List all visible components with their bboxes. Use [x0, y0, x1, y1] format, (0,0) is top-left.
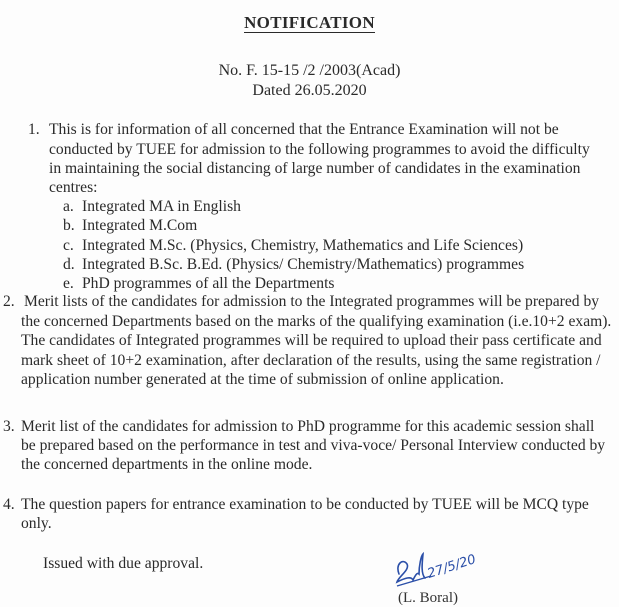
title-text: NOTIFICATION: [244, 13, 375, 32]
list-letter: a.: [63, 198, 74, 215]
list-letter: e.: [63, 275, 74, 292]
list-item: Integrated MA in English: [82, 198, 241, 215]
item-number: 2.: [3, 293, 15, 310]
list-item: Integrated M.Sc. (Physics, Chemistry, Mathematics and Life Sciences): [82, 237, 524, 254]
item-3-line-2: be prepared based on the performance in test and viva-voce/ Personal Interview conducted by: [21, 437, 606, 454]
item-number: 1.: [28, 121, 40, 138]
signatory-name: (L. Boral): [398, 590, 458, 606]
signature-date: 27/5/20: [425, 552, 478, 582]
item-number: 4.: [3, 496, 15, 513]
item-number: 3.: [3, 418, 15, 435]
notification-title: [0, 13, 619, 33]
item-1-line-4: centres:: [49, 179, 98, 196]
reference-number: No. F. 15-15 /2 /2003(Acad): [218, 62, 401, 79]
list-letter: b.: [63, 217, 75, 234]
item-2-line-5: application number generated at the time of submission of online application.: [21, 371, 504, 388]
item-4-line-2: only.: [21, 515, 52, 532]
item-1-line-2: conducted by TUEE for admission to the following programmes to avoid the difficulty: [49, 141, 590, 158]
list-item: Integrated B.Sc. B.Ed. (Physics/ Chemistry/Mathematics) programmes: [82, 256, 525, 273]
list-letter: d.: [63, 256, 75, 273]
signature-icon: [385, 552, 505, 592]
item-4-line-1: The question papers for entrance examination to be conducted by TUEE will be MCQ type: [21, 496, 589, 513]
notification-date: Dated 26.05.2020: [252, 82, 367, 99]
item-3-line-3: the concerned departments in the online mode.: [21, 456, 313, 473]
list-item: PhD programmes of all the Departments: [82, 275, 335, 292]
item-1-line-3: in maintaining the social distancing of large number of candidates in the examination: [49, 160, 581, 177]
item-2-line-4: mark sheet of 10+2 examination, after declaration of the results, using the same registration /: [21, 352, 601, 369]
item-3-line-1: Merit list of the candidates for admission to PhD programme for this academic session shall: [21, 418, 595, 435]
list-letter: c.: [63, 237, 74, 254]
item-2-line-3: The candidates of Integrated programmes will be required to upload their pass certificate and: [21, 332, 602, 349]
issued-statement: Issued with due approval.: [43, 555, 204, 572]
list-item: Integrated M.Com: [82, 217, 198, 234]
item-2-line-2: the concerned Departments based on the marks of the qualifying examination (i.e.10+2 exam).: [21, 313, 612, 330]
item-2-line-1: Merit lists of the candidates for admission to the Integrated programmes will be prepared by: [24, 293, 600, 310]
item-1-line-1: This is for information of all concerned that the Entrance Examination will not be: [49, 121, 559, 138]
